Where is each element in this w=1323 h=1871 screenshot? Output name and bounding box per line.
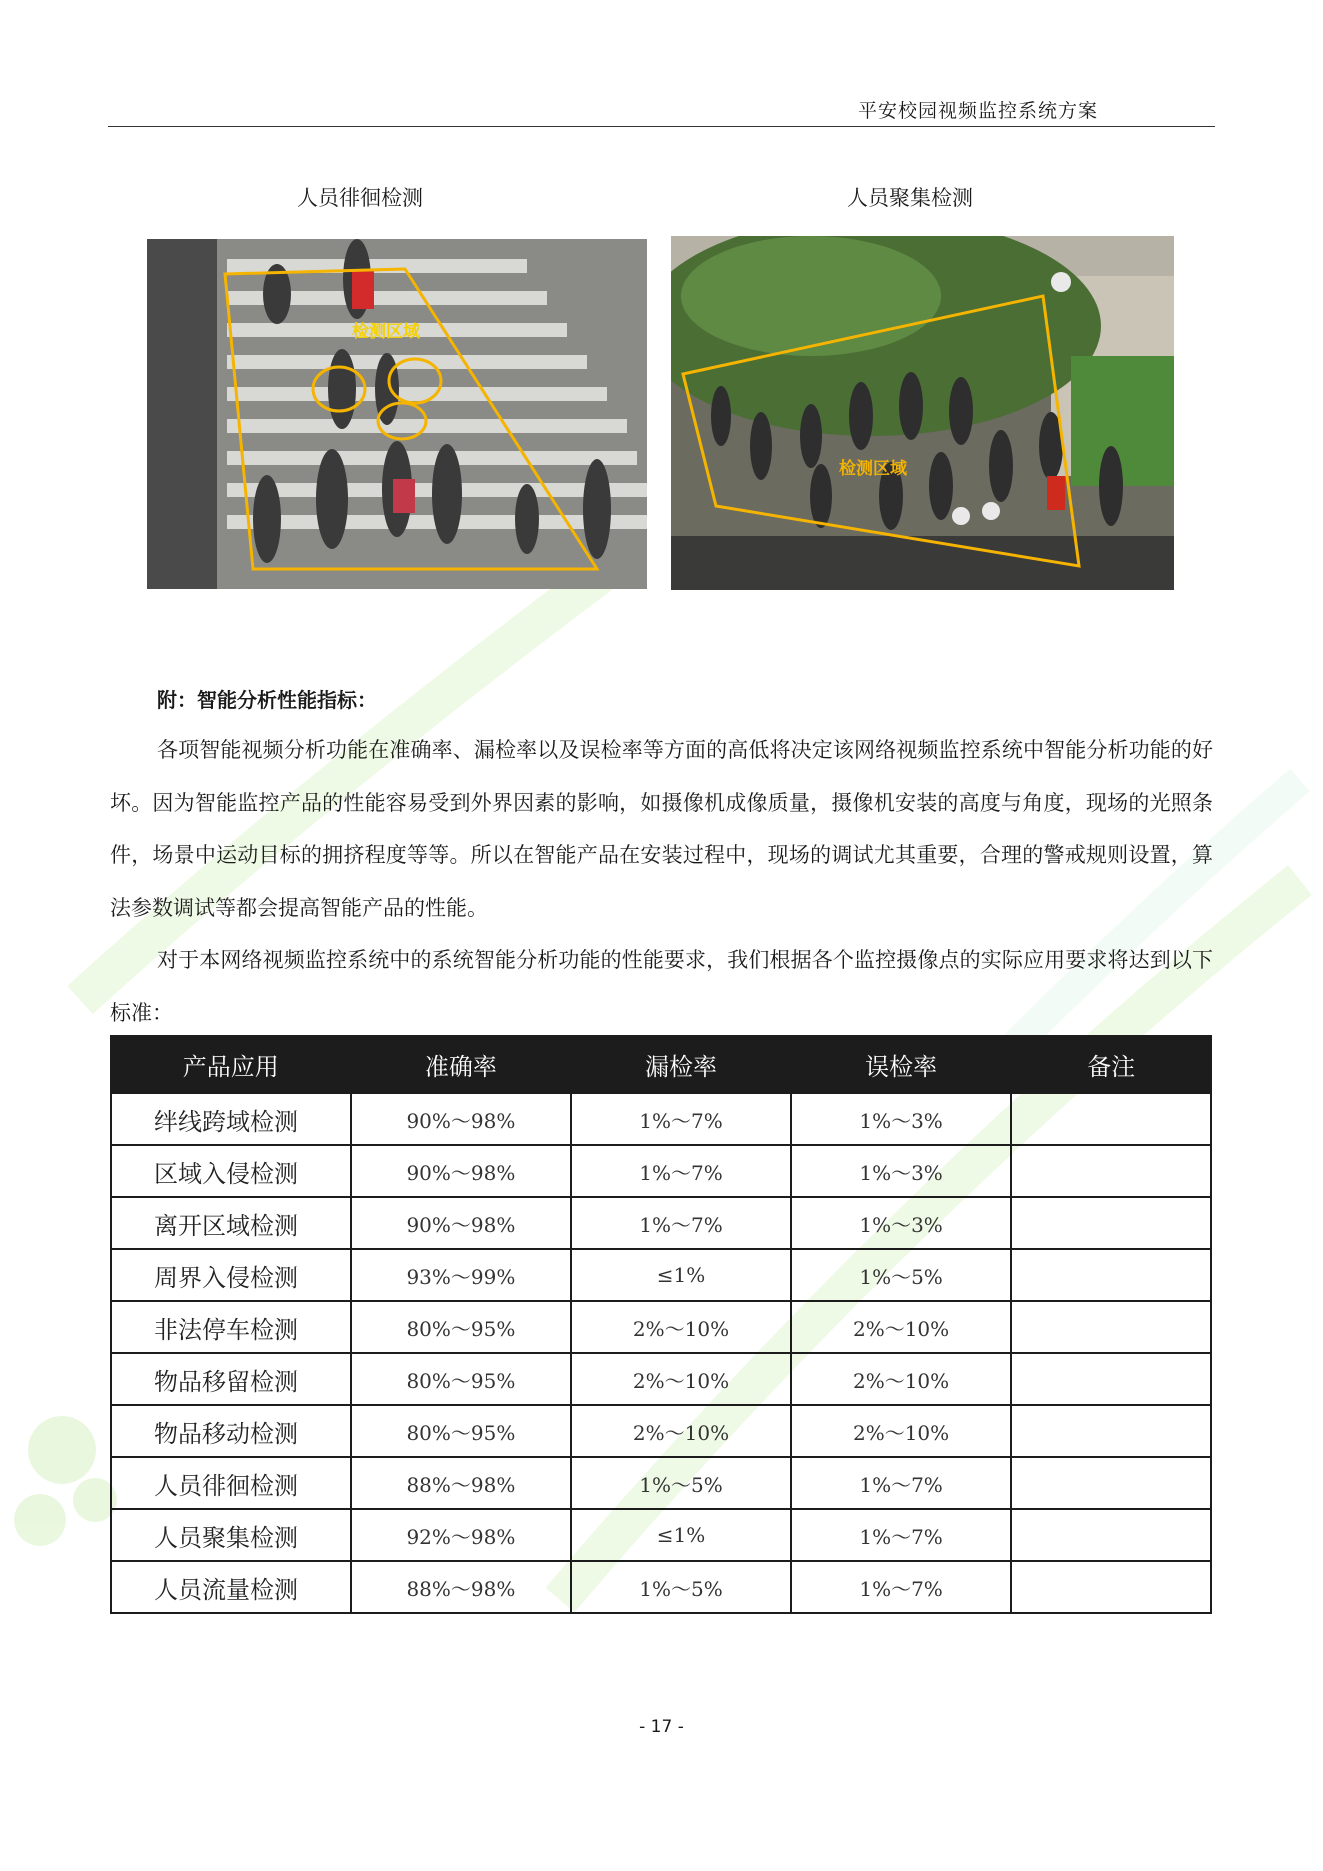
table-cell <box>1011 1353 1211 1405</box>
table-cell <box>1011 1405 1211 1457</box>
table-cell: 1%～3% <box>791 1093 1012 1145</box>
table-cell: 1%～7% <box>571 1197 791 1249</box>
header-title: 平安校园视频监控系统方案 <box>857 100 1098 122</box>
table-cell: 物品移动检测 <box>111 1405 351 1457</box>
table-cell: 1%～5% <box>791 1249 1012 1301</box>
table-row <box>111 1093 1211 1145</box>
table-cell: ≤1% <box>571 1249 791 1301</box>
performance-table <box>110 1035 1212 1614</box>
section-heading: 附：智能分析性能指标： <box>157 688 377 712</box>
body-paragraph: 对于本网络视频监控系统中的系统智能分析功能的性能要求，我们根据各个监控摄像点的实际应用要求将达到以下标准： <box>110 948 1213 1025</box>
body-paragraph: 各项智能视频分析功能在准确率、漏检率以及误检率等方面的高低将决定该网络视频监控系统中智能分析功能的好坏。因为智能监控产品的性能容易受到外界因素的影响，如摄像机成像质量，摄像机安装的高度与角度，现场的光照条件，场景中运动目标的拥挤程度等等。所以在智能产品在安装过程中，现场的调试尤其重要，合理的警戒规则设置，算法参数调试等都会提高智能产品的性能。 <box>110 738 1213 920</box>
table-cell <box>1011 1457 1211 1509</box>
table-cell: 93%～99% <box>351 1249 572 1301</box>
table-cell: 92%～98% <box>351 1509 572 1561</box>
table-cell: 周界入侵检测 <box>111 1249 351 1301</box>
table-cell: 80%～95% <box>351 1353 572 1405</box>
table-cell: 90%～98% <box>351 1197 572 1249</box>
table-cell: 80%～95% <box>351 1405 572 1457</box>
table-cell: 1%～7% <box>791 1561 1012 1613</box>
table-cell: 2%～10% <box>791 1353 1012 1405</box>
table-cell: 物品移留检测 <box>111 1353 351 1405</box>
table-cell: 1%～7% <box>791 1457 1012 1509</box>
table-cell: 90%～98% <box>351 1093 572 1145</box>
table-cell <box>1011 1561 1211 1613</box>
table-cell <box>1011 1197 1211 1249</box>
gathering-detection-photo <box>671 236 1174 590</box>
header-divider <box>108 126 1215 127</box>
table-row <box>111 1457 1211 1509</box>
page-number: - 17 - <box>639 1717 684 1737</box>
table-row <box>111 1353 1211 1405</box>
table-cell: 人员流量检测 <box>111 1561 351 1613</box>
table-row <box>111 1145 1211 1197</box>
column-header: 误检率 <box>791 1036 1012 1093</box>
table-row <box>111 1197 1211 1249</box>
table-cell: 1%～3% <box>791 1145 1012 1197</box>
table-cell: 88%～98% <box>351 1457 572 1509</box>
table-cell: 1%～7% <box>571 1145 791 1197</box>
column-header: 备注 <box>1011 1036 1211 1093</box>
table-row <box>111 1509 1211 1561</box>
detection-zone-label: 检测区域 <box>839 459 907 479</box>
table-cell: 人员聚集检测 <box>111 1509 351 1561</box>
figure-caption-loitering: 人员徘徊检测 <box>297 186 423 210</box>
table-cell: 1%～3% <box>791 1197 1012 1249</box>
column-header: 漏检率 <box>571 1036 791 1093</box>
table-row <box>111 1405 1211 1457</box>
table-cell: 80%～95% <box>351 1301 572 1353</box>
table-cell: 2%～10% <box>571 1405 791 1457</box>
table-header-row <box>111 1036 1211 1093</box>
table-row <box>111 1561 1211 1613</box>
loitering-detection-photo <box>147 239 647 589</box>
table-cell: 2%～10% <box>571 1353 791 1405</box>
table-cell: ≤1% <box>571 1509 791 1561</box>
table-cell: 90%～98% <box>351 1145 572 1197</box>
table-cell: 2%～10% <box>791 1405 1012 1457</box>
table-cell: 区域入侵检测 <box>111 1145 351 1197</box>
table-cell <box>1011 1509 1211 1561</box>
table-cell: 1%～7% <box>571 1093 791 1145</box>
table-cell: 1%～5% <box>571 1457 791 1509</box>
column-header: 准确率 <box>351 1036 572 1093</box>
table-cell <box>1011 1249 1211 1301</box>
table-cell: 绊线跨域检测 <box>111 1093 351 1145</box>
table-cell: 离开区域检测 <box>111 1197 351 1249</box>
table-cell: 非法停车检测 <box>111 1301 351 1353</box>
table-cell <box>1011 1093 1211 1145</box>
table-cell: 人员徘徊检测 <box>111 1457 351 1509</box>
figure-caption-gathering: 人员聚集检测 <box>847 186 973 210</box>
table-cell: 1%～5% <box>571 1561 791 1613</box>
table-row <box>111 1249 1211 1301</box>
detection-zone-label: 检测区域 <box>352 322 420 342</box>
table-cell: 88%～98% <box>351 1561 572 1613</box>
table-row <box>111 1301 1211 1353</box>
table-cell: 1%～7% <box>791 1509 1012 1561</box>
table-cell <box>1011 1301 1211 1353</box>
column-header: 产品应用 <box>111 1036 351 1093</box>
table-cell: 2%～10% <box>571 1301 791 1353</box>
table-cell <box>1011 1145 1211 1197</box>
table-cell: 2%～10% <box>791 1301 1012 1353</box>
